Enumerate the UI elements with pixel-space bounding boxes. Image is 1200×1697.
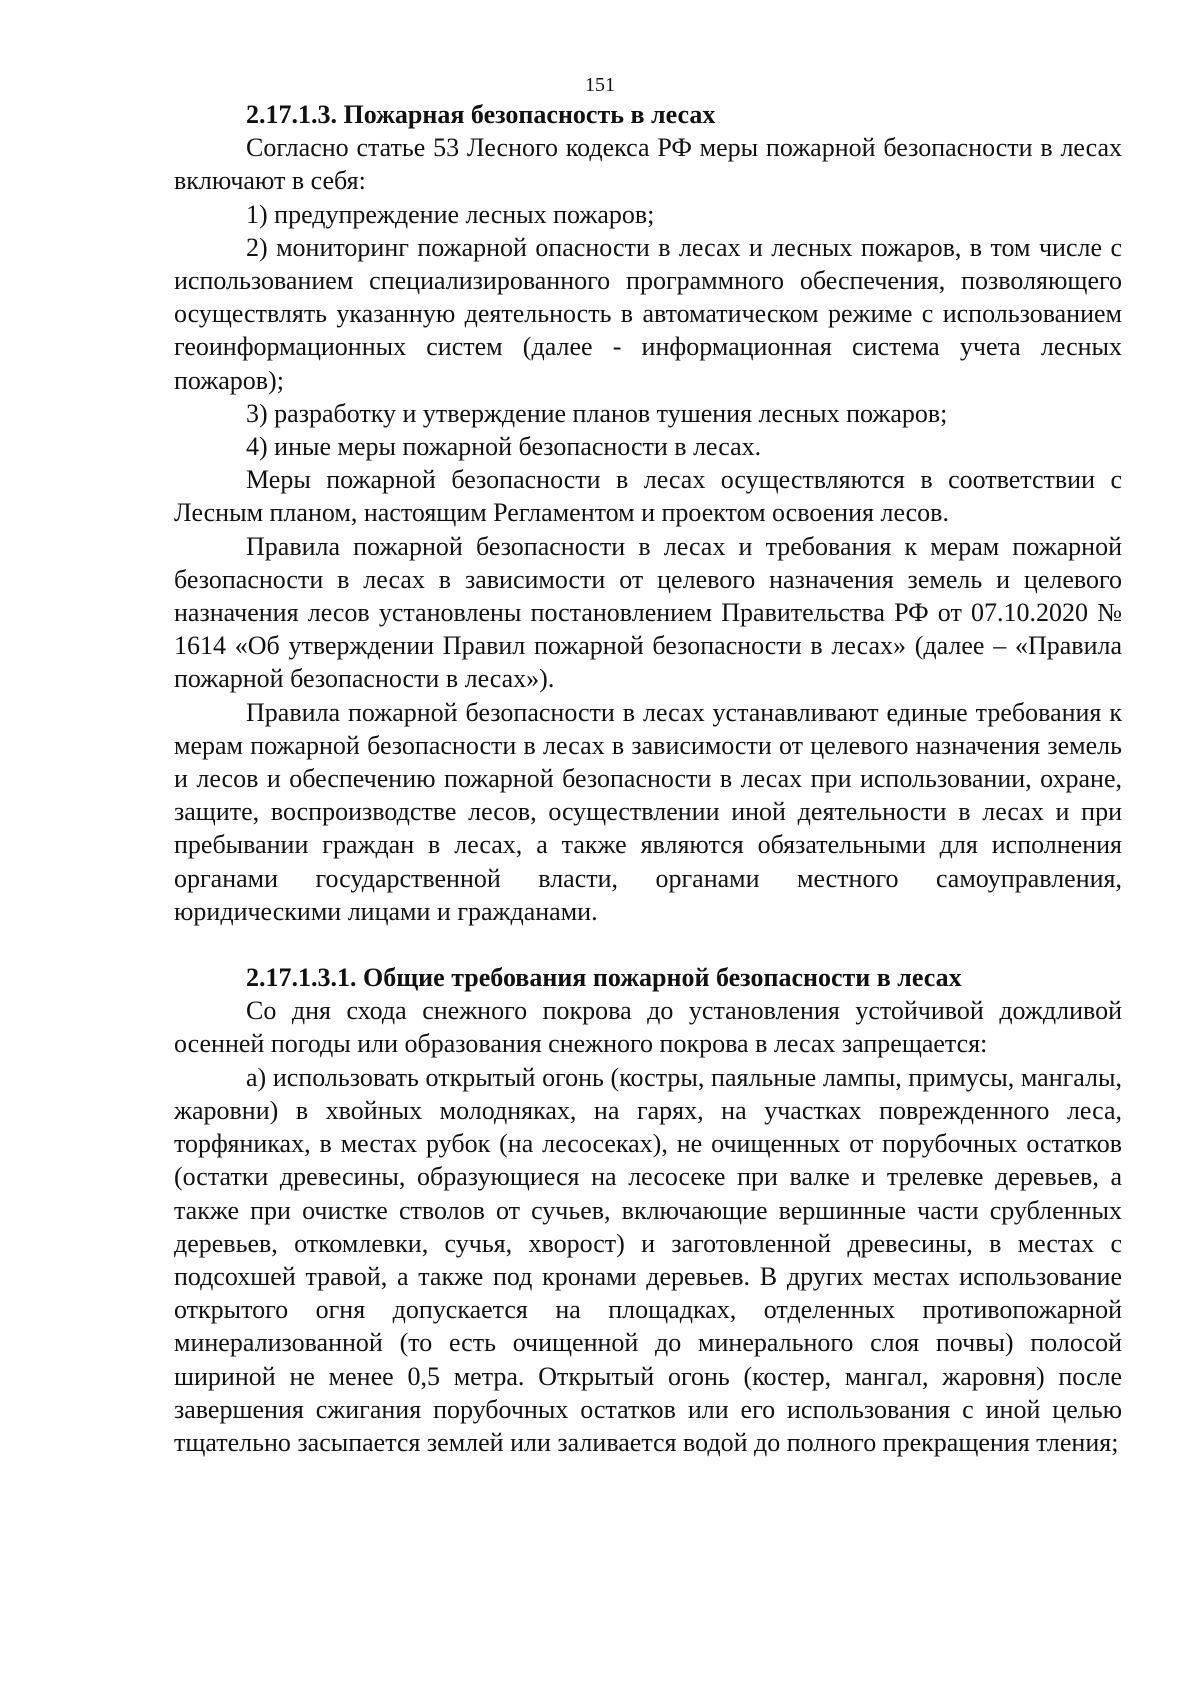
page-number: 151: [585, 74, 615, 96]
paragraph: Меры пожарной безопасности в лесах осуществляются в соответствии с Лесным планом, настоящим Регламентом и проектом освоения лесов.: [174, 465, 1122, 528]
paragraph: а) использовать открытый огонь (костры, паяльные лампы, примусы, мангалы, жаровни) в хвойных молодняках, на гарях, на участках поврежденного леса, торфяниках, в местах рубок (на лесосеках), не очищенных от порубочных остатков (остатки древесины, образующиеся на лесосеке при валке и трелевке деревьев, а также при очистке стволов от сучьев, включающие вершинные части срубленных деревьев, откомлевки, сучья, хворост) и заготовленной древесины, в местах с подсохшей травой, а также под кронами деревьев. В других местах использование открытого огня допускается на площадках, отделенных противопожарной минерализованной (то есть очищенной до минерального слоя почвы) полосой шириной не менее 0,5 метра. Открытый огонь (костер, мангал, жаровня) после завершения сжигания порубочных остатков или его использования с иной целью тщательно засыпается землей или заливается водой до полного прекращения тления;: [174, 1062, 1122, 1457]
list-item: 1) предупреждение лесных пожаров;: [246, 199, 655, 229]
paragraph: Правила пожарной безопасности в лесах и требования к мерам пожарной безопасности в лесах в зависимости от целевого назначения земель и целевого назначения лесов установлены постановлением Правительства РФ от 07.10.2020 № 1614 «Об утверждении Правил пожарной безопасности в лесах» (далее – «Правила пожарной безопасности в лесах»).: [174, 531, 1122, 694]
list-item: 2) мониторинг пожарной опасности в лесах и лесных пожаров, в том числе с использованием специализированного программного обеспечения, позволяющего осуществлять указанную деятельность в автоматическом режиме с использованием геоинформационных систем (далее - информационная система учета лесных пожаров);: [174, 232, 1122, 395]
list-item: 3) разработку и утверждение планов тушения лесных пожаров;: [246, 398, 948, 428]
subsection-title: 2.17.1.3.1. Общие требования пожарной безопасности в лесах: [246, 963, 962, 993]
section-title: 2.17.1.3. Пожарная безопасность в лесах: [246, 100, 716, 129]
section-spacer: [174, 928, 1122, 961]
paragraph: Правила пожарной безопасности в лесах устанавливают единые требования к мерам пожарной безопасности в лесах в зависимости от целевого назначения земель и лесов и обеспечению пожарной безопасности в лесах при использовании, охране, защите, воспроизводстве лесов, осуществлении иной деятельности в лесах и при пребывании граждан в лесах, а также являются обязательными для исполнения органами государственной власти, органами местного самоуправления, юридическими лицами и гражданами.: [174, 697, 1122, 926]
paragraph: Со дня схода снежного покрова до установления устойчивой дождливой осенней погоды или образования снежного покрова в лесах запрещается:: [174, 996, 1122, 1059]
paragraph: Согласно статье 53 Лесного кодекса РФ меры пожарной безопасности в лесах включают в себя:: [174, 133, 1122, 196]
page-content: [174, 98, 1122, 1459]
list-item: 4) иные меры пожарной безопасности в лесах.: [246, 432, 762, 462]
